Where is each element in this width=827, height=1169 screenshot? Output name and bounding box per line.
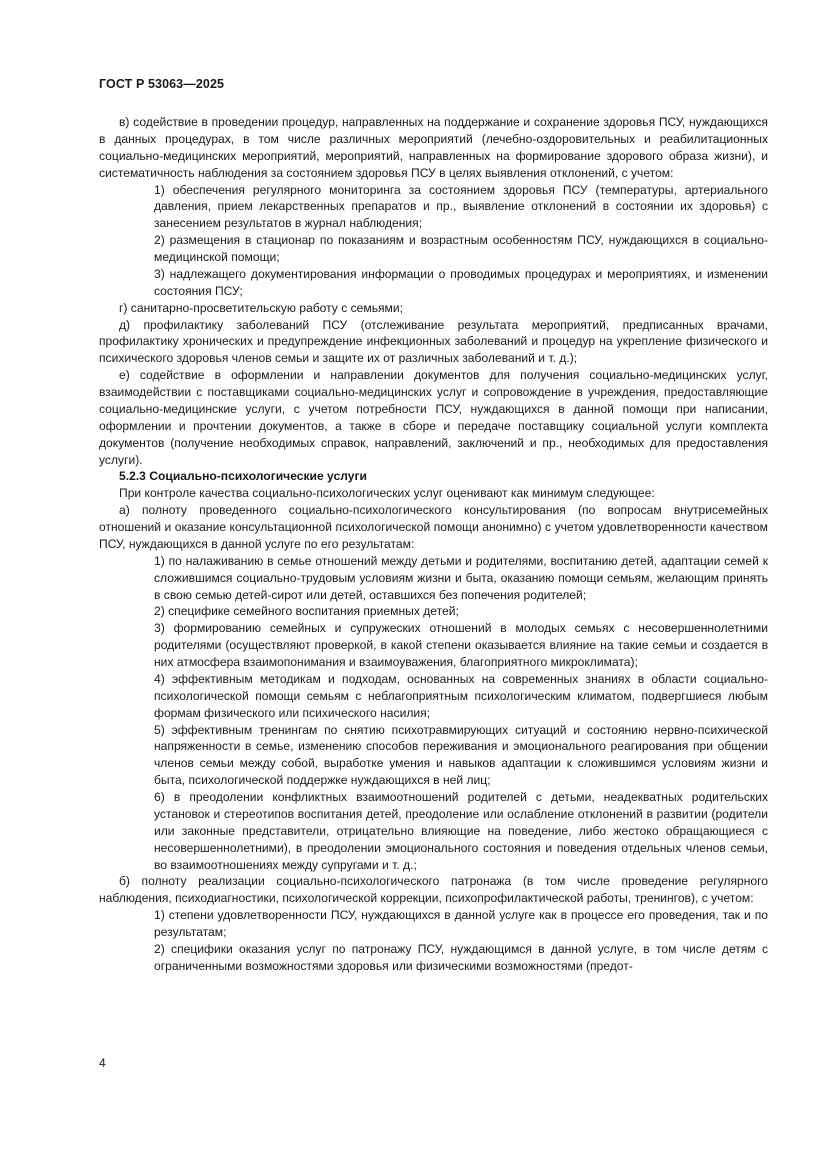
sub-item-6: 6) в преодолении конфликтных взаимоотношений родителей с детьми, неадекватных родительских установок и стереотипов воспитания детей, преодоление или ослабление отклонений в развитии (родители или законные представители, отрицательно влияющие на поведение, либо жестоко обращающиеся с несовершеннолетними), в преодолении эмоционального состояния и поведения отдельных членов семьи, во взаимоотношениях между супругами и т. д.;: [154, 790, 768, 872]
list-item-e: е) содействие в оформлении и направлении документов для получения социально-медицинских услуг, взаимодействии с поставщиками социально-медицинских услуг и сопровождение в учреждения, предоставляющие социально-медицинские услуги, с учетом потребности ПСУ, нуждающихся в данной помощи при написании, оформлении и прочтении документов, а также в сборе и передаче поставщику социальной услуги комплекта документов (получение необходимых справок, направлений, заключений и пр., необходимых для предоставления услуги).: [99, 368, 768, 467]
sub-item-5: 5) эффективным тренингам по снятию психотравмирующих ситуаций и состоянию нервно-психической напряженности в семье, изменению способов переживания и эмоционального реагирования при общении членов семьи между собой, выработке умения и навыков адаптации к сложившимся условиям жизни и быта, психологической поддержке нуждающихся в ней лиц;: [154, 722, 768, 788]
sub-item-1: 1) обеспечения регулярного мониторинга за состоянием здоровья ПСУ (температуры, артериального давления, прием лекарственных препаратов и пр., выявление отклонений в состоянии их здоровья) с занесением результатов в журнал наблюдения;: [154, 182, 768, 231]
sub-item-2: 2) размещения в стационар по показаниям и возрастным особенностям ПСУ, нуждающихся в социально-медицинской помощи;: [154, 233, 768, 264]
sub-item-1: 1) степени удовлетворенности ПСУ, нуждающихся в данной услуге как в процессе его проведения, так и по результатам;: [154, 908, 768, 939]
sub-item-1: 1) по налаживанию в семье отношений между детьми и родителями, воспитанию детей, адаптации семей к сложившимся социально-трудовым условиям жизни и быта, оказанию помощи семьям, желающим принять в свою семью детей-сирот или детей, оставшихся без попечения родителей;: [154, 553, 768, 602]
document-body: [99, 114, 768, 975]
sub-item-4: 4) эффективным методикам и подходам, основанных на современных знаниях в области социально-психологической помощи семьям с неблагоприятным психологическим климатом, подвергшиеся любым формам физического или психического насилия;: [154, 671, 768, 720]
section-intro: При контроле качества социально-психологических услуг оценивают как минимум следующее:: [119, 486, 655, 501]
section-heading: 5.2.3 Социально-психологические услуги: [119, 469, 367, 484]
sub-item-3: 3) формированию семейных и супружеских отношений в молодых семьях с несовершеннолетними родителями (осуществляют проверкой, в какой степени оказывается влияние на такие семьи и создается в них атмосфера взаимопонимания и взаимоуважения, благоприятного микроклимата);: [154, 621, 768, 669]
sub-item-3: 3) надлежащего документирования информации о проводимых процедурах и мероприятиях, и изменении состояния ПСУ;: [154, 266, 768, 298]
list-item-d: д) профилактику заболеваний ПСУ (отслеживание результата мероприятий, предписанных врачами, профилактику хронических и предупреждение инфекционных заболеваний и процедур на укрепление физического и психического здоровья членов семьи и защите их от различных заболеваний и т. д.);: [99, 317, 768, 366]
list-item-v: в) содействие в проведении процедур, направленных на поддержание и сохранение здоровья ПСУ, нуждающихся в данных процедурах, в том числе различных мероприятий (лечебно-оздоровительных и реабилитационных социально-медицинских мероприятий, мероприятий, направленных на формирование здорового образа жизни), и систематичность наблюдения за состоянием здоровья ПСУ в целях выявления отклонений, с учетом:: [99, 115, 768, 180]
sub-item-2: 2) специфике семейного воспитания приемных детей;: [154, 604, 459, 619]
list-item-b: б) полноту реализации социально-психологического патронажа (в том числе проведение регулярного наблюдения, психодиагностики, психологической коррекции, психопрофилактической работы, тренингов), с учетом:: [99, 874, 768, 906]
list-item-g: г) санитарно-просветительскую работу с семьями;: [119, 300, 403, 315]
document-header: ГОСТ Р 53063—2025: [99, 77, 225, 91]
page-number: 4: [99, 1056, 106, 1070]
list-item-a: а) полноту проведенного социально-психологического консультирования (по вопросам внутрисемейных отношений и оказание консультационной психологической помощи анонимно) с учетом удовлетворенности качеством ПСУ, нуждающихся в данной услуге по его результатам:: [99, 503, 768, 551]
sub-item-2: 2) специфики оказания услуг по патронажу ПСУ, нуждающимся в данной услуге, в том числе детям с ограниченными возможностями здоровья или физическими возможностями (предот-: [154, 941, 768, 973]
